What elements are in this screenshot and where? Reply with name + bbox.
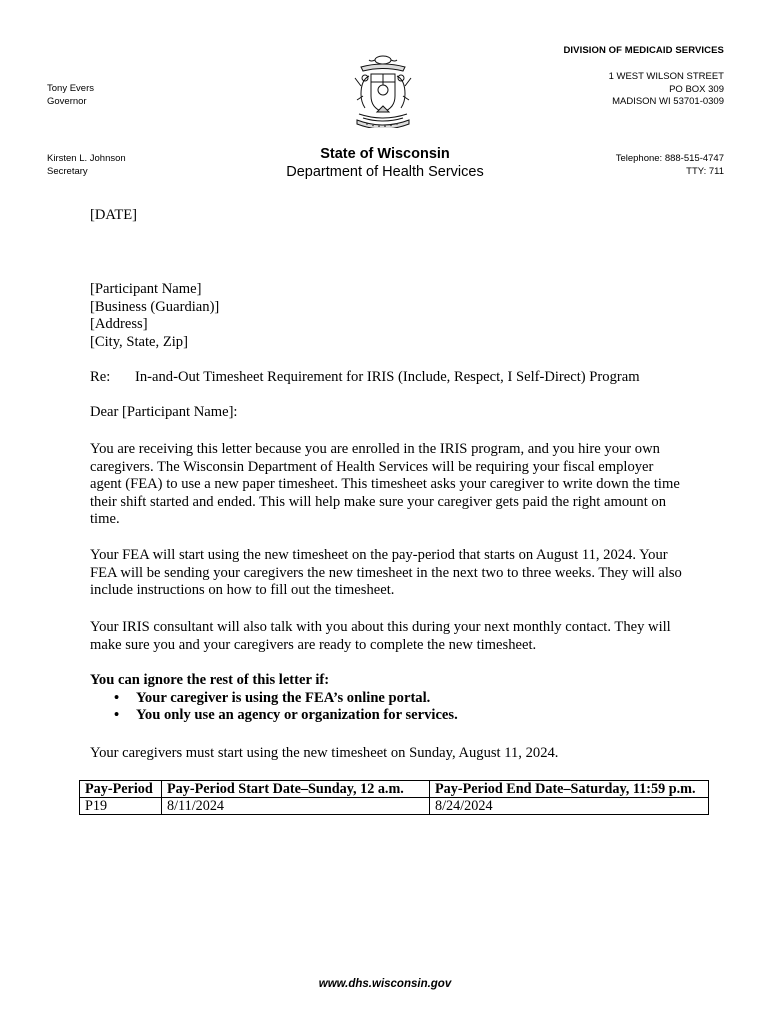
table-cell: P19	[80, 798, 162, 815]
recipient-line: [Address]	[90, 316, 148, 333]
telephone: Telephone: 888-515-4747	[615, 153, 724, 164]
governor-name: Tony Evers	[47, 83, 94, 94]
ignore-conditions	[90, 672, 682, 725]
ignore-list	[90, 690, 682, 725]
recipient-line: [Participant Name]	[90, 281, 202, 297]
column-header-end-date: Pay-Period End Date–Saturday, 11:59 p.m.	[430, 781, 709, 798]
secretary-title: Secretary	[47, 165, 88, 177]
address-line: PO BOX 309	[669, 83, 724, 95]
paragraph-consultant: Your IRIS consultant will also talk with you about this during your next monthly contact. They will make sure you and your caregivers are ready to complete the new timesheet.	[90, 619, 671, 653]
recipient-line: [Business (Guardian)]	[90, 298, 220, 315]
start-date-sentence: Your caregivers must start using the new timesheet on Sunday, August 11, 2024.	[90, 745, 559, 761]
list-item: • Your caregiver is using the FEA’s online portal.	[114, 689, 431, 706]
table-row	[80, 798, 709, 815]
address-line: 1 WEST WILSON STREET	[608, 71, 724, 82]
salutation: Dear [Participant Name]:	[90, 404, 238, 420]
division-heading: DIVISION OF MEDICAID SERVICES	[563, 45, 724, 56]
recipient-address	[90, 281, 219, 351]
state-name: State of Wisconsin	[320, 146, 450, 162]
pay-period-table	[79, 780, 709, 815]
contact-block	[616, 153, 724, 178]
column-header-pay-period: Pay-Period	[80, 781, 162, 798]
recipient-line: [City, State, Zip]	[90, 333, 188, 350]
state-seal-icon	[347, 52, 419, 128]
footer-website: www.dhs.wisconsin.gov	[318, 978, 452, 990]
subject-text: In-and-Out Timesheet Requirement for IRIS (Include, Respect, I Self-Direct) Program	[135, 369, 640, 385]
governor-block	[47, 83, 94, 108]
bullet-icon: •	[114, 707, 120, 724]
list-item: • You only use an agency or organization for services.	[114, 707, 458, 724]
table-cell: 8/11/2024	[162, 798, 430, 815]
table-header-row	[80, 781, 709, 798]
address-line: MADISON WI 53701-0309	[612, 96, 724, 107]
ignore-heading: You can ignore the rest of this letter if:	[90, 672, 330, 688]
secretary-name: Kirsten L. Johnson	[47, 153, 126, 164]
governor-title: Governor	[47, 95, 87, 107]
letter-date: [DATE]	[90, 207, 138, 223]
paragraph-enrollment: You are receiving this letter because you are enrolled in the IRIS program, and you hire your own caregivers. The Wisconsin Department of Health Services will be requiring your fiscal employer agent (FEA) to use a new paper timesheet. This timesheet asks your caregiver to write down the time their shift started and ended. This will help make sure your caregiver gets paid the right amount on time.	[90, 441, 680, 528]
table-cell: 8/24/2024	[430, 798, 709, 815]
tty: TTY: 711	[686, 165, 724, 177]
mailing-address	[609, 71, 724, 109]
column-header-start-date: Pay-Period Start Date–Sunday, 12 a.m.	[162, 781, 430, 798]
department-name: Department of Health Services	[286, 164, 484, 180]
paragraph-fea-start: Your FEA will start using the new timesheet on the pay-period that starts on August 11, 2024. Your FEA will be sending your caregivers the new timesheet in the next two to three weeks. They will also include instructions on how to fill out the timesheet.	[90, 547, 682, 599]
subject-label: Re:	[90, 369, 111, 385]
bullet-icon: •	[114, 689, 120, 706]
subject-line	[90, 369, 640, 387]
secretary-block	[47, 153, 126, 178]
